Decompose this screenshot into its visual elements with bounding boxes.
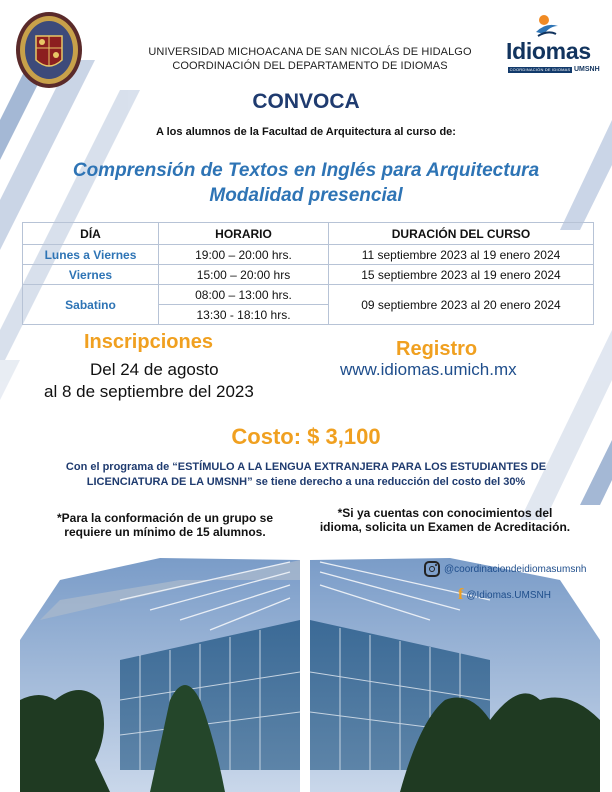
cell-horario: 15:00 – 20:00 hrs bbox=[159, 265, 329, 285]
department-name: COORDINACIÓN DEL DEPARTAMENTO DE IDIOMAS bbox=[172, 60, 448, 72]
course-modality: Modalidad presencial bbox=[209, 185, 403, 206]
note-line: idioma, solicita un Examen de Acreditación. bbox=[319, 520, 571, 534]
cell-horario: 08:00 – 13:00 hrs. bbox=[159, 285, 329, 305]
stimulus-line-1: Con el programa de “ESTÍMULO A LA LENGUA EXTRANJERA PARA LOS ESTUDIANTES DE bbox=[65, 461, 547, 473]
page-title: CONVOCA bbox=[252, 90, 360, 113]
inscripciones-title: Inscripciones bbox=[84, 331, 213, 353]
cost-text: Costo: $ 3,100 bbox=[231, 424, 381, 449]
schedule-table bbox=[22, 222, 594, 325]
cell-horario: 13:30 - 18:10 hrs. bbox=[159, 305, 329, 325]
university-seal bbox=[14, 10, 84, 90]
brand-bar: COORDINACIÓN DE IDIOMAS bbox=[509, 67, 571, 72]
cell-horario: 19:00 – 20:00 hrs. bbox=[159, 245, 329, 265]
cell-dia: Sabatino bbox=[23, 285, 159, 325]
course-title: Comprensión de Textos en Inglés para Arquitectura bbox=[72, 160, 540, 181]
brand-word: Idiomas bbox=[506, 38, 591, 64]
note-line: requiere un mínimo de 15 alumnos. bbox=[64, 525, 266, 539]
table-row bbox=[23, 245, 594, 265]
inscripciones-dates-end: al 8 de septiembre del 2023 bbox=[44, 382, 254, 401]
group-minimum-note bbox=[20, 511, 310, 539]
intro-text: A los alumnos de la Facultad de Arquitectura al curso de: bbox=[156, 126, 456, 138]
cell-duracion: 15 septiembre 2023 al 19 enero 2024 bbox=[329, 265, 594, 285]
registro-link[interactable]: www.idiomas.umich.mx bbox=[340, 360, 517, 379]
instagram-label: @coordinaciondeidiomasumsnh bbox=[444, 563, 587, 575]
facebook-icon: f bbox=[458, 586, 464, 603]
note-line: *Para la conformación de un grupo se bbox=[56, 511, 274, 525]
facebook-label: @Idiomas.UMSNH bbox=[466, 589, 551, 601]
instagram-icon bbox=[424, 561, 440, 577]
idiomas-logo bbox=[506, 12, 606, 74]
table-row bbox=[23, 285, 594, 305]
building-photo-left bbox=[20, 558, 300, 792]
university-name: UNIVERSIDAD MICHOACANA DE SAN NICOLÁS DE HIDALGO bbox=[148, 46, 472, 58]
note-line: *Si ya cuentas con conocimientos del bbox=[337, 506, 553, 520]
table-header-row bbox=[23, 223, 594, 245]
column-header-duracion: DURACIÓN DEL CURSO bbox=[329, 223, 594, 245]
speech-swirl-icon bbox=[532, 12, 562, 38]
column-header-horario: HORARIO bbox=[159, 223, 329, 245]
cell-duracion: 11 septiembre 2023 al 19 enero 2024 bbox=[329, 245, 594, 265]
facebook-handle[interactable] bbox=[458, 586, 551, 604]
cell-duracion: 09 septiembre 2023 al 20 enero 2024 bbox=[329, 285, 594, 325]
building-photo-right bbox=[310, 558, 600, 792]
table-row bbox=[23, 265, 594, 285]
inscripciones-dates-start: Del 24 de agosto bbox=[90, 360, 219, 379]
stimulus-program-text bbox=[30, 460, 582, 490]
cell-dia: Lunes a Viernes bbox=[23, 245, 159, 265]
registro-title: Registro bbox=[396, 338, 478, 360]
accreditation-note bbox=[300, 506, 590, 534]
instagram-handle[interactable] bbox=[424, 561, 586, 577]
column-header-dia: DÍA bbox=[23, 223, 159, 245]
brand-sub: UMSNH bbox=[574, 66, 600, 73]
cell-dia: Viernes bbox=[23, 265, 159, 285]
stimulus-line-2: LICENCIATURA DE LA UMSNH” se tiene derecho a una reducción del costo del 30% bbox=[86, 476, 526, 488]
